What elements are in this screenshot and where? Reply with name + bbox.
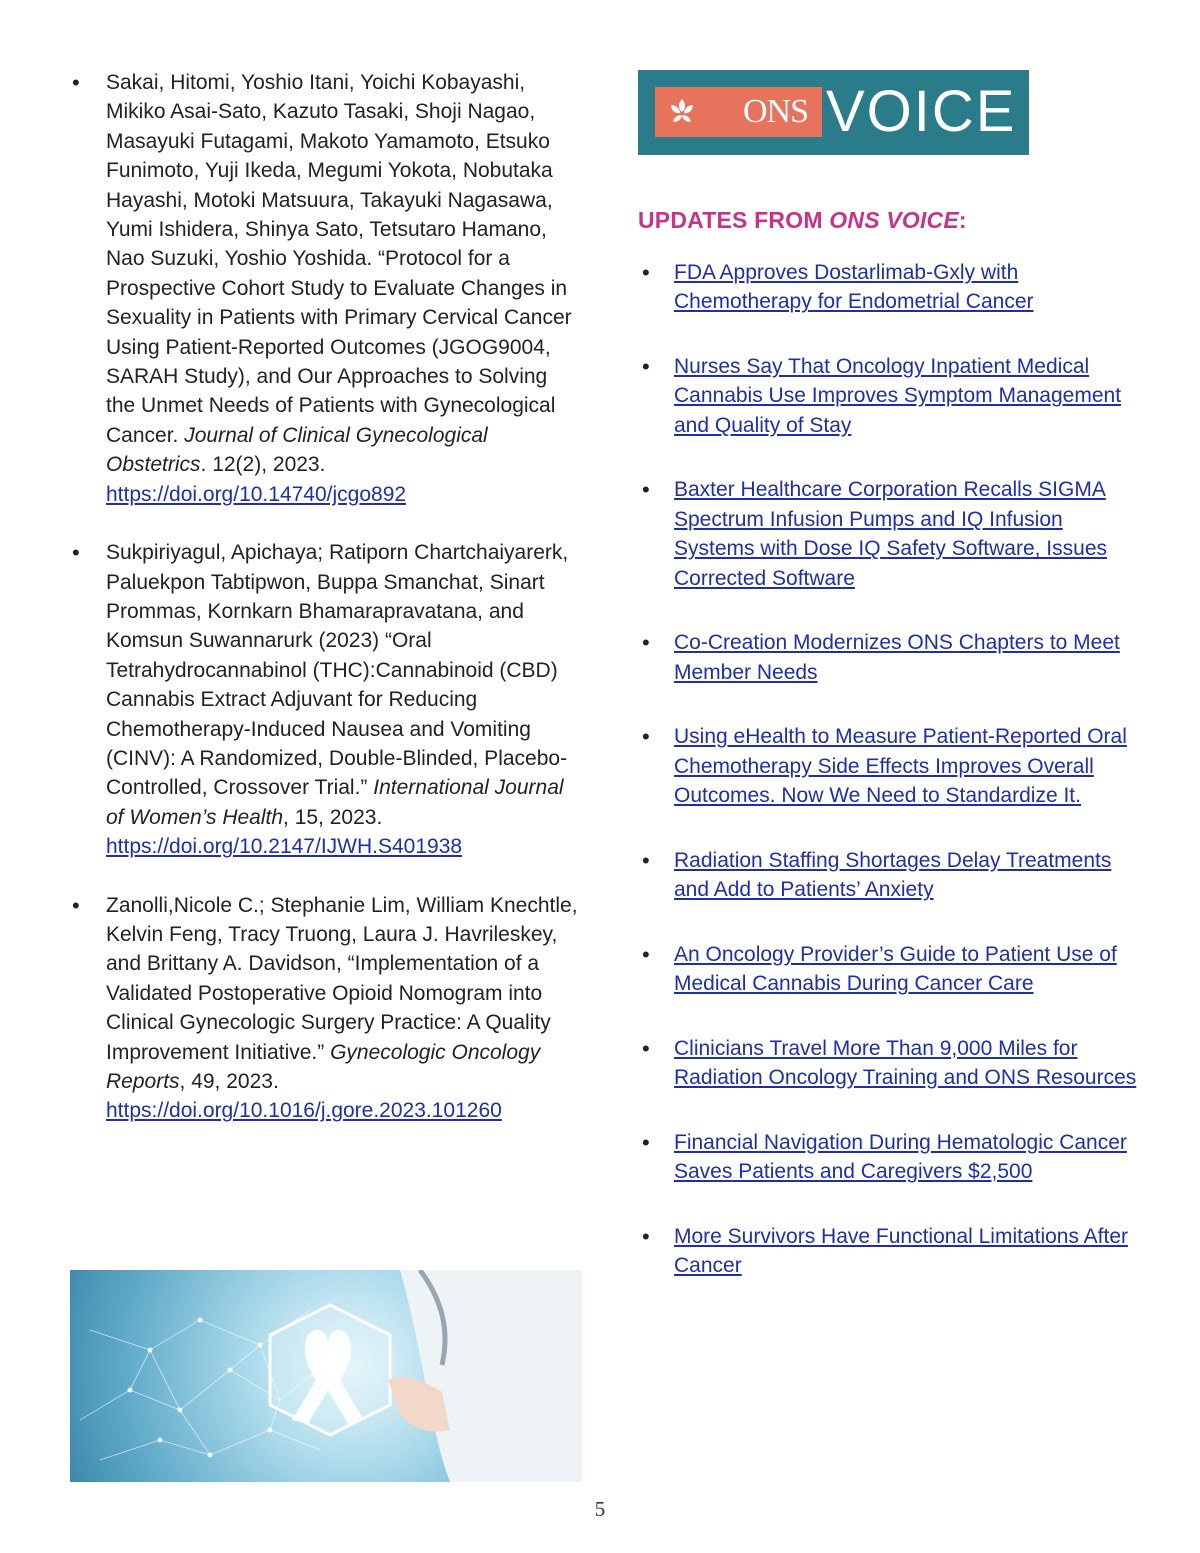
- updates-heading: UPDATES FROM ONS VOICE:: [638, 207, 967, 233]
- update-link[interactable]: Nurses Say That Oncology Inpatient Medical Cannabis Use Improves Symptom Management and Quality of Stay: [674, 355, 1122, 437]
- reference-journal: Gynecologic Oncology Reports: [106, 1040, 541, 1093]
- ribbon-network-photo: [70, 1270, 582, 1482]
- update-item: [638, 1034, 1138, 1093]
- reference-tail: , 49, 2023.: [179, 1070, 279, 1093]
- reference-doi-link[interactable]: https://doi.org/10.2147/IJWH.S401938: [106, 835, 463, 859]
- reference-list: [70, 68, 582, 1126]
- reference-text: Zanolli,Nicole C.; Stephanie Lim, William Knechtle, Kelvin Feng, Tracy Truong, Laura J. Havrileskey, and Brittany A. Davidson, “Implementation of a Validated Postoperative Opioid Nomogram into Clinical Gynecologic Surgery Practice: A Quality Improvement Initiative.”: [106, 893, 578, 1064]
- update-link[interactable]: An Oncology Provider’s Guide to Patient Use of Medical Cannabis During Cancer Care: [674, 942, 1117, 996]
- update-link[interactable]: Co-Creation Modernizes ONS Chapters to Meet Member Needs: [674, 631, 1120, 684]
- flower-icon: [663, 95, 701, 129]
- updates-list: [638, 258, 1138, 1316]
- update-item: [638, 258, 1138, 317]
- page-number: 5: [594, 1497, 606, 1521]
- reference-item: [70, 538, 582, 861]
- reference-journal: International Journal of Women’s Health: [106, 776, 564, 829]
- update-item: [638, 352, 1138, 440]
- reference-item: [70, 891, 582, 1126]
- update-item: [638, 1222, 1138, 1281]
- update-link[interactable]: Radiation Staffing Shortages Delay Treatments and Add to Patients’ Anxiety: [674, 848, 1112, 902]
- update-item: [638, 628, 1138, 687]
- reference-item: [70, 68, 582, 509]
- update-item: [638, 940, 1138, 999]
- update-link[interactable]: Baxter Healthcare Corporation Recalls SIGMA Spectrum Infusion Pumps and IQ Infusion Systems with Dose IQ Safety Software, Issues Corrected Software: [674, 478, 1107, 590]
- update-link[interactable]: More Survivors Have Functional Limitations After Cancer: [674, 1224, 1129, 1278]
- reference-doi-link[interactable]: https://doi.org/10.14740/jcgo892: [106, 482, 407, 506]
- ons-logo-text: ONS: [742, 93, 808, 130]
- voice-logo-text: VOICE: [826, 79, 1017, 144]
- reference-tail: . 12(2), 2023.: [200, 453, 326, 477]
- update-link[interactable]: Using eHealth to Measure Patient-Reported Oral Chemotherapy Side Effects Improves Overall Outcomes. Now We Need to Standardize It.: [674, 725, 1127, 808]
- reference-doi-link[interactable]: https://doi.org/10.1016/j.gore.2023.101260: [106, 1099, 502, 1123]
- update-link[interactable]: FDA Approves Dostarlimab-Gxly with Chemotherapy for Endometrial Cancer: [674, 261, 1034, 314]
- update-item: [638, 1128, 1138, 1187]
- update-link[interactable]: Clinicians Travel More Than 9,000 Miles for Radiation Oncology Training and ONS Resources: [674, 1036, 1137, 1090]
- update-item: [638, 475, 1138, 593]
- update-item: [638, 846, 1138, 905]
- reference-text: Sukpiriyagul, Apichaya; Ratiporn Chartchaiyarerk, Paluekpon Tabtipwon, Buppa Smanchat, Sinart Prommas, Kornkarn Bhamarapravatana, and Komsun Suwannarurk (2023) “Oral Tetrahydrocannabinol (THC):Cannabinoid (CBD) Cannabis Extract Adjuvant for Reducing Chemotherapy-Induced Nausea and Vomiting (CINV): A Randomized, Double-Blinded, Placebo-Controlled, Crossover Trial.”: [106, 541, 569, 800]
- reference-tail: , 15, 2023.: [283, 805, 383, 829]
- ons-voice-logo: [638, 70, 1029, 155]
- ons-logo-mark: [655, 87, 822, 137]
- reference-journal: Journal of Clinical Gynecological Obstetrics: [106, 423, 488, 477]
- references-column: [70, 68, 582, 1155]
- update-item: [638, 722, 1138, 810]
- reference-text: Sakai, Hitomi, Yoshio Itani, Yoichi Kobayashi, Mikiko Asai-Sato, Kazuto Tasaki, Shoji Nagao, Masayuki Futagami, Makoto Yamamoto, Etsuko Funimoto, Yuji Ikeda, Megumi Yokota, Nobutaka Hayashi, Motoki Matsuura, Takayuki Nagasawa, Yumi Ishidera, Shinya Sato, Tetsutaro Hamano, Nao Suzuki, Yoshio Yoshida. “Protocol for a Prospective Cohort Study to Evaluate Changes in Sexuality in Patients with Primary Cervical Cancer Using Patient-Reported Outcomes (JGOG9004, SARAH Study), and Our Approaches to Solving the Unmet Needs of Patients with Gynecological Cancer.: [106, 71, 572, 447]
- update-link[interactable]: Financial Navigation During Hematologic Cancer Saves Patients and Caregivers $2,500: [674, 1130, 1127, 1184]
